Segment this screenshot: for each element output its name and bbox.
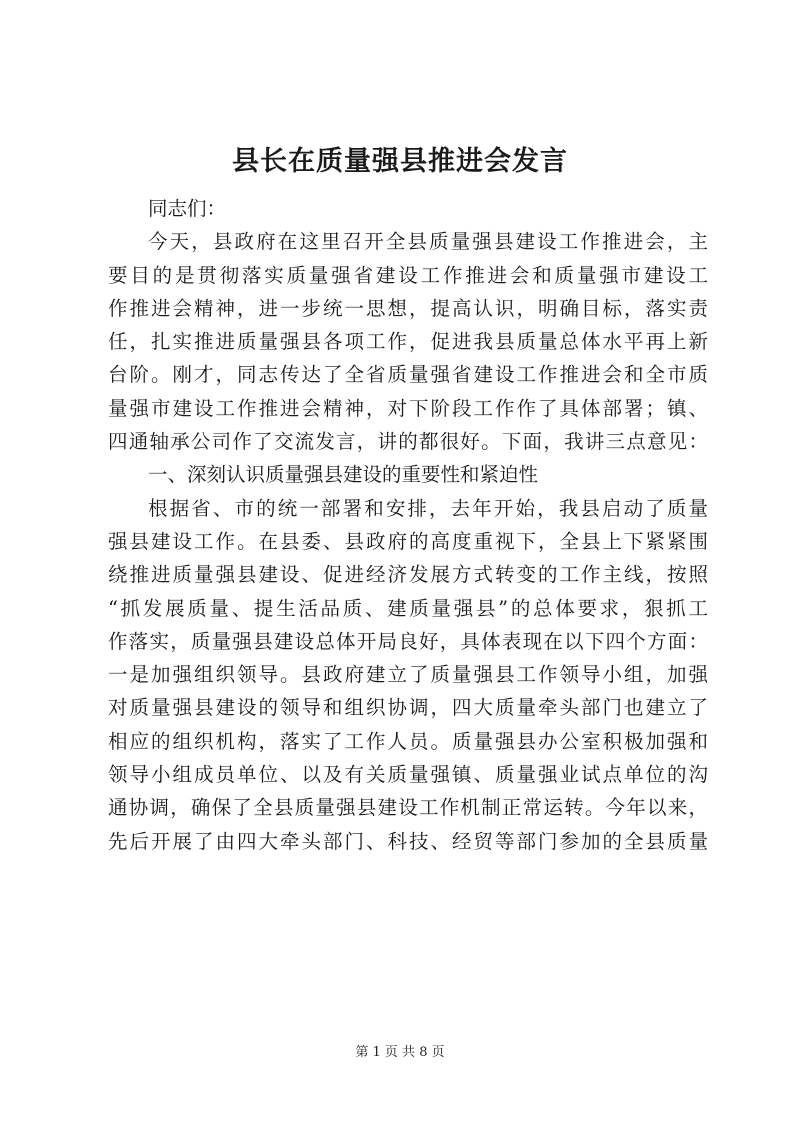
paragraph-line: 通协调，确保了全县质量强县建设工作机制正常运转。今年以来， — [108, 796, 708, 820]
document-title: 县长在质量强县推进会发言 — [232, 146, 568, 177]
paragraph-line: 先后开展了由四大牵头部门、科技、经贸等部门参加的全县质量 — [108, 829, 708, 853]
paragraph-line: 根据省、市的统一部署和安排，去年开始，我县启动了质量 — [148, 496, 708, 520]
section-heading: 一、深刻认识质量强县建设的重要性和紧迫性 — [148, 463, 539, 487]
paragraph-line: 对质量强县建设的领导和组织协调，四大质量牵头部门也建立了 — [108, 696, 708, 720]
paragraph-line: “抓发展质量、提生活品质、建质量强县”的总体要求，狠抓工 — [108, 596, 708, 620]
paragraph-line: 今天，县政府在这里召开全县质量强县建设工作推进会，主 — [148, 230, 708, 254]
paragraph-line: 要目的是贯彻落实质量强省建设工作推进会和质量强市建设工 — [108, 263, 708, 287]
document-body — [108, 192, 708, 858]
page-footer: 第 1 页 共 8 页 — [355, 1045, 445, 1060]
salutation-line: 同志们： — [148, 197, 227, 220]
paragraph-line: 作落实，质量强县建设总体开局良好，具体表现在以下四个方面： — [108, 629, 708, 653]
paragraph-line: 绕推进质量强县建设、促进经济发展方式转变的工作主线，按照 — [108, 563, 708, 587]
paragraph-line: 作推进会精神，进一步统一思想，提高认识，明确目标，落实责 — [108, 296, 708, 320]
paragraph-line: 台阶。刚才，同志传达了全省质量强省建设工作推进会和全市质 — [108, 363, 708, 387]
paragraph-line: 四通轴承公司作了交流发言，讲的都很好。下面，我讲三点意见： — [108, 430, 708, 454]
paragraph-line: 量强市建设工作推进会精神，对下阶段工作作了具体部署；镇、 — [108, 396, 708, 420]
paragraph-line: 强县建设工作。在县委、县政府的高度重视下，全县上下紧紧围 — [108, 529, 708, 553]
paragraph-line: 一是加强组织领导。县政府建立了质量强县工作领导小组，加强 — [108, 663, 708, 687]
paragraph-line: 任，扎实推进质量强县各项工作，促进我县质量总体水平再上新 — [108, 330, 708, 354]
paragraph-line: 相应的组织机构，落实了工作人员。质量强县办公室积极加强和 — [108, 729, 708, 753]
paragraph-line: 领导小组成员单位、以及有关质量强镇、质量强业试点单位的沟 — [108, 763, 708, 787]
